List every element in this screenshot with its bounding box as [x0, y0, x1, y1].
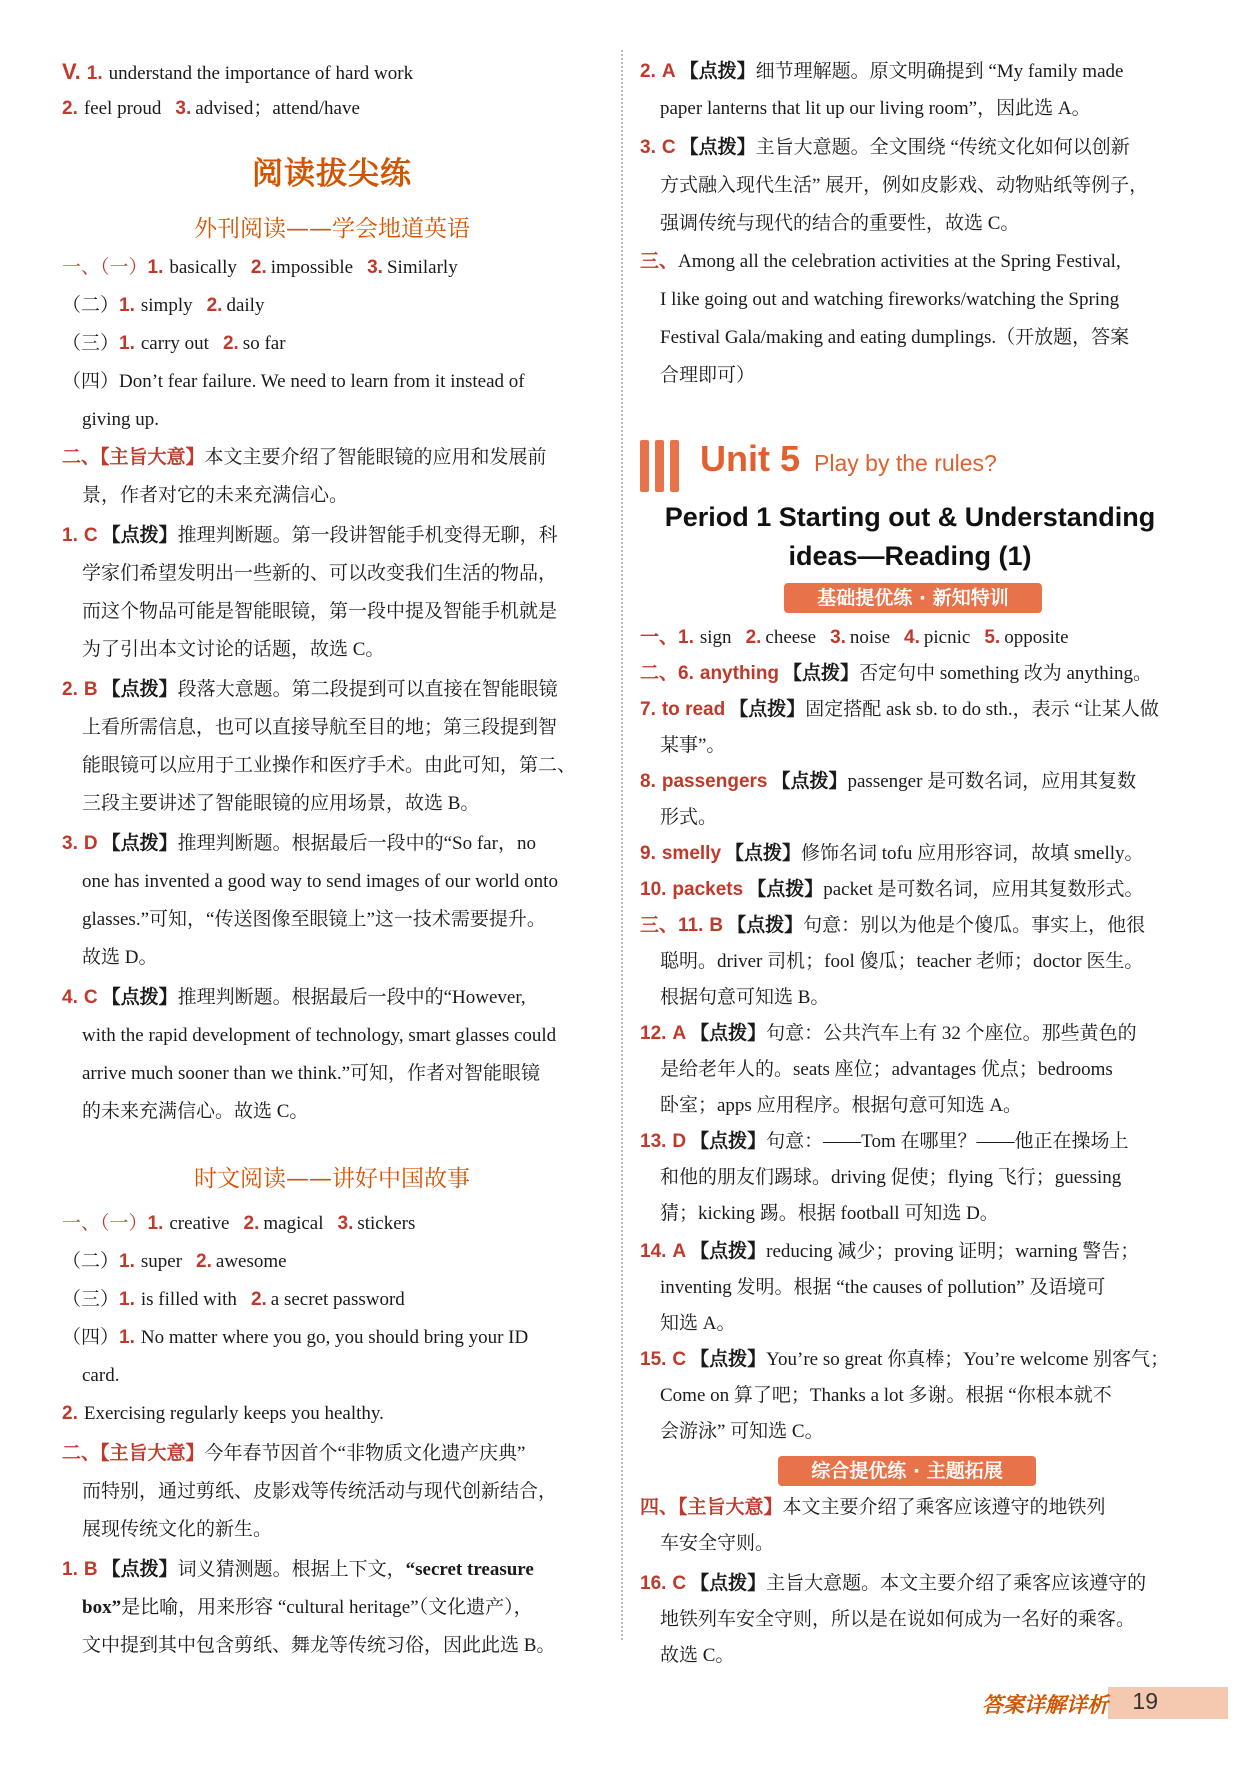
question-line: 聪明。driver 司机；fool 傻瓜；teacher 老师；doctor 医生。	[660, 951, 1144, 972]
answer-line: 一、1. sign 2. cheese 3. noise 4. picnic 5. opposite	[640, 627, 1069, 648]
summary-line: 车安全守则。	[660, 1533, 775, 1554]
question-item: 15. C 【点拨】You’re so great 你真棒；You’re welcome 别客气；	[640, 1349, 1170, 1370]
question-line: 形式。	[660, 807, 718, 828]
question-line: 会游泳” 可知选 C。	[660, 1421, 824, 1442]
answer-line: 一、（一）1. creative 2. magical 3. stickers	[62, 1213, 416, 1234]
question-line: 是给老年人的。seats 座位；advantages 优点；bedrooms	[660, 1059, 1113, 1080]
answer-line: Festival Gala/making and eating dumplings.（开放题，答案	[660, 327, 1130, 348]
summary-head: 二、【主旨大意】今年春节因首个“非物质文化遗产庆典”	[62, 1443, 526, 1464]
answer-line: 三、Among all the celebration activities at the Spring Festival,	[640, 251, 1121, 272]
question-line: glasses.”可知，“传送图像至眼镜上”这一技术需要提升。	[82, 909, 546, 930]
answer-line: 合理即可）	[660, 365, 756, 386]
question-line: 而这个物品可能是智能眼镜，第一段中提及智能手机就是	[82, 601, 558, 622]
page-number: 19	[1132, 1688, 1158, 1714]
answer-line: 2. Exercising regularly keeps you healthy.	[62, 1403, 384, 1424]
question-line: Come on 算了吧；Thanks a lot 多谢。根据 “你根本就不	[660, 1385, 1112, 1406]
question-line: 上看所需信息，也可以直接导航至目的地；第三段提到智	[82, 717, 558, 738]
question-line: paper lanterns that lit up our living room”，因此选 A。	[660, 98, 1091, 119]
question-item: 1. B 【点拨】词义猜测题。根据上下文，“secret treasure	[62, 1559, 534, 1580]
question-item: 三、11. B 【点拨】句意：别以为他是个傻瓜。事实上，他很	[640, 915, 1146, 936]
subsection-title: 时文阅读——讲好中国故事	[194, 1166, 470, 1192]
answer-line: card.	[82, 1365, 120, 1386]
period-title: Period 1 Starting out & Understanding	[664, 502, 1156, 532]
unit-marker-icon	[640, 440, 688, 492]
answer-line: （二）1. simply 2. daily	[62, 295, 265, 316]
question-line: arrive much sooner than we think.”可知，作者对智能眼镜	[82, 1063, 541, 1084]
subsection-title: 外刊阅读——学会地道英语	[194, 216, 470, 242]
question-line: 知选 A。	[660, 1313, 736, 1334]
question-item: 16. C 【点拨】主旨大意题。本文主要介绍了乘客应该遵守的	[640, 1573, 1147, 1594]
question-line: 卧室；apps 应用程序。根据句意可知选 A。	[660, 1095, 1023, 1116]
question-item: 3. C 【点拨】主旨大意题。全文围绕 “传统文化如何以创新	[640, 137, 1130, 158]
section-banner: 基础提优练 · 新知特训	[784, 583, 1042, 613]
question-line: 学家们希望发明出一些新的、可以改变我们生活的物品，	[82, 563, 558, 584]
question-line: 根据句意可知选 B。	[660, 987, 830, 1008]
question-line: 为了引出本文讨论的话题，故选 C。	[82, 639, 385, 660]
answer-line: （四）1. No matter where you go, you should bring your ID	[62, 1327, 529, 1348]
question-item: 二、6. anything 【点拨】否定句中 something 改为 anything。	[640, 663, 1152, 684]
question-line: 故选 C。	[660, 1645, 735, 1666]
answer-line: giving up.	[82, 409, 160, 430]
section-title: 阅读拔尖练	[252, 156, 412, 192]
question-line: 方式融入现代生活” 展开，例如皮影戏、动物贴纸等例子，	[660, 175, 1149, 196]
unit-title: Unit 5 Play by the rules?	[700, 438, 997, 479]
question-line: 强调传统与现代的结合的重要性，故选 C。	[660, 213, 1020, 234]
period-title: ideas—Reading (1)	[788, 541, 1032, 571]
question-line: 三段主要讲述了智能眼镜的应用场景，故选 B。	[82, 793, 480, 814]
question-line: 某事”。	[660, 735, 726, 756]
answer-line: V. 1. understand the importance of hard work	[62, 59, 414, 84]
question-item: 1. C 【点拨】推理判断题。第一段讲智能手机变得无聊，科	[62, 525, 558, 546]
question-item: 8. passengers 【点拨】passenger 是可数名词，应用其复数	[640, 771, 1137, 792]
question-line: 能眼镜可以应用于工业操作和医疗手术。由此可知，第二、	[82, 755, 577, 776]
question-item: 3. D 【点拨】推理判断题。根据最后一段中的“So far，no	[62, 833, 536, 854]
question-item: 7. to read 【点拨】固定搭配 ask sb. to do sth.，表示 “让某人做	[640, 699, 1159, 720]
question-item: 9. smelly 【点拨】修饰名词 tofu 应用形容词，故填 smelly。	[640, 843, 1144, 864]
answer-line: 一、（一）1. basically 2. impossible 3. Similarly	[62, 257, 458, 278]
section-banner: 综合提优练 · 主题拓展	[778, 1456, 1036, 1486]
question-line: inventing 发明。根据 “the causes of pollution” 及语境可	[660, 1277, 1106, 1298]
answer-line: 2. feel proud 3. advised；attend/have	[62, 98, 360, 119]
question-line: 的未来充满信心。故选 C。	[82, 1101, 309, 1122]
footer-bar	[1108, 1687, 1228, 1719]
question-item: 12. A 【点拨】句意：公共汽车上有 32 个座位。那些黄色的	[640, 1023, 1137, 1044]
summary-head: 二、【主旨大意】本文主要介绍了智能眼镜的应用和发展前	[62, 447, 547, 468]
question-item: 13. D 【点拨】句意：——Tom 在哪里？——他正在操场上	[640, 1131, 1129, 1152]
question-line: 文中提到其中包含剪纸、舞龙等传统习俗，因此此选 B。	[82, 1635, 556, 1656]
question-line: 地铁列车安全守则，所以是在说如何成为一名好的乘客。	[660, 1609, 1136, 1630]
question-item: 14. A 【点拨】reducing 减少；proving 证明；warning 警告；	[640, 1241, 1140, 1262]
column-divider	[621, 50, 623, 1640]
answer-line: （二）1. super 2. awesome	[62, 1251, 287, 1272]
question-line: 和他的朋友们踢球。driving 促使；flying 飞行；guessing	[660, 1167, 1122, 1188]
summary-line: 展现传统文化的新生。	[82, 1519, 273, 1540]
question-item: 2. B 【点拨】段落大意题。第二段提到可以直接在智能眼镜	[62, 679, 558, 700]
question-line: with the rapid development of technology, smart glasses could	[82, 1025, 557, 1046]
answer-line: （三）1. carry out 2. so far	[62, 333, 286, 354]
summary-line: 景，作者对它的未来充满信心。	[82, 485, 349, 506]
summary-line: 而特别，通过剪纸、皮影戏等传统活动与现代创新结合，	[82, 1481, 558, 1502]
question-line: one has invented a good way to send images of our world onto	[82, 871, 558, 892]
answer-line: I like going out and watching fireworks/watching the Spring	[660, 289, 1120, 310]
answer-line: （四）Don’t fear failure. We need to learn from it instead of	[62, 371, 525, 392]
answer-line: （三）1. is filled with 2. a secret password	[62, 1289, 405, 1310]
question-item: 2. A 【点拨】细节理解题。原文明确提到 “My family made	[640, 61, 1124, 82]
question-line: box”是比喻，用来形容 “cultural heritage”（文化遗产），	[82, 1597, 533, 1618]
summary-head: 四、【主旨大意】本文主要介绍了乘客应该遵守的地铁列	[640, 1497, 1106, 1518]
question-item: 10. packets 【点拨】packet 是可数名词，应用其复数形式。	[640, 879, 1144, 900]
question-line: 猜；kicking 踢。根据 football 可知选 D。	[660, 1203, 999, 1224]
footer-label: 答案详解详析	[982, 1693, 1108, 1717]
question-item: 4. C 【点拨】推理判断题。根据最后一段中的“However,	[62, 987, 526, 1008]
page-footer	[928, 1687, 1228, 1719]
question-line: 故选 D。	[82, 947, 158, 968]
